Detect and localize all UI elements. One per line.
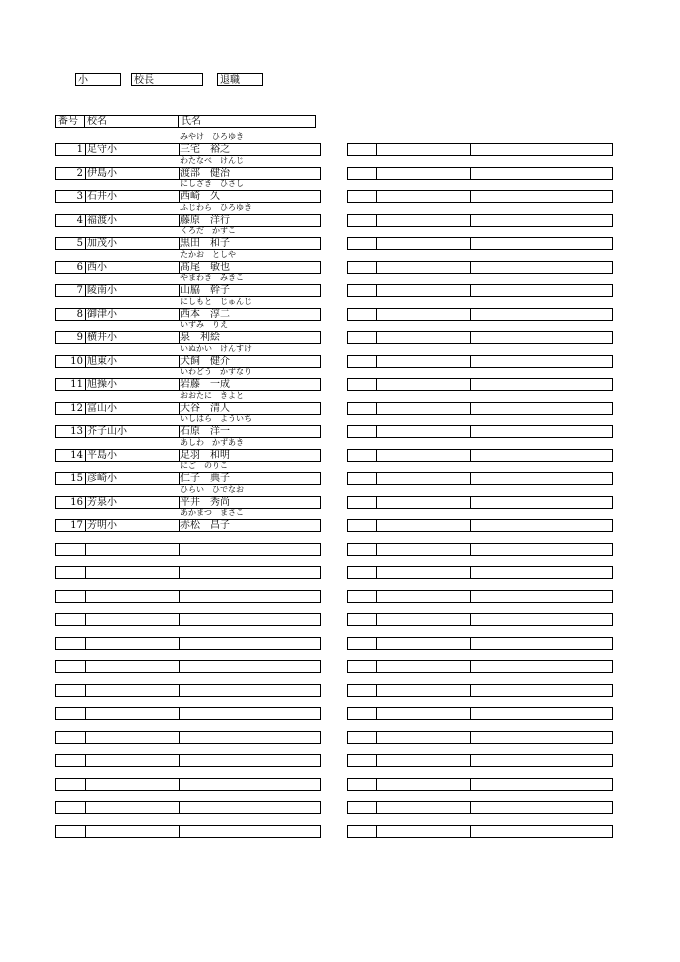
row-divider [179, 708, 180, 719]
header-box-retirement [217, 73, 263, 86]
table-row-empty [347, 684, 613, 697]
table-row-empty [347, 425, 613, 438]
row-divider [470, 591, 471, 602]
row-divider [376, 168, 377, 179]
row-school-name: 伊島小 [87, 168, 117, 179]
row-divider [376, 591, 377, 602]
row-divider [179, 779, 180, 790]
row-name-reading: やまわき みきこ [180, 273, 244, 282]
table-row [55, 684, 321, 697]
row-divider [85, 638, 86, 649]
row-divider [470, 685, 471, 696]
table-row-empty [347, 308, 613, 321]
row-person-name: 大谷 清人 [180, 403, 230, 414]
row-divider [376, 544, 377, 555]
row-divider [179, 591, 180, 602]
table-row-empty [347, 778, 613, 791]
row-name-reading: にご のりこ [180, 461, 228, 470]
row-number: 3 [76, 191, 83, 202]
row-divider [470, 661, 471, 672]
row-divider [376, 732, 377, 743]
row-number: 11 [70, 379, 83, 390]
row-person-name: 山脇 幹子 [180, 285, 230, 296]
row-divider [470, 497, 471, 508]
row-divider [470, 802, 471, 813]
row-divider [179, 732, 180, 743]
row-divider [470, 356, 471, 367]
table-row-empty [347, 143, 613, 156]
row-divider [376, 708, 377, 719]
row-divider [470, 191, 471, 202]
row-divider [85, 661, 86, 672]
row-divider [85, 802, 86, 813]
row-divider [179, 661, 180, 672]
row-number: 13 [70, 426, 83, 437]
row-name-reading: いしはら よういち [180, 414, 252, 423]
row-divider [376, 826, 377, 837]
row-name-reading: いぬかい けんすけ [180, 344, 252, 353]
row-divider [376, 426, 377, 437]
column-header-name [179, 115, 316, 128]
row-divider [376, 450, 377, 461]
row-divider [470, 285, 471, 296]
row-person-name: 赤松 昌子 [180, 520, 230, 531]
row-name-reading: ふじわら ひろゆき [180, 203, 252, 212]
row-divider [179, 614, 180, 625]
row-divider [179, 685, 180, 696]
row-school-name: 陵南小 [87, 285, 117, 296]
table-row-empty [347, 613, 613, 626]
row-divider [179, 802, 180, 813]
header-box-retirement-label: 退職 [220, 75, 240, 86]
column-header-name-label: 氏名 [181, 116, 201, 127]
row-divider [470, 168, 471, 179]
table-row-empty [347, 496, 613, 509]
table-row-empty [347, 660, 613, 673]
row-divider [470, 779, 471, 790]
row-number: 10 [70, 356, 83, 367]
row-divider [85, 755, 86, 766]
row-divider [85, 685, 86, 696]
row-divider [470, 379, 471, 390]
row-person-name: 石原 洋一 [180, 426, 230, 437]
table-row-empty [347, 543, 613, 556]
row-number: 9 [76, 332, 83, 343]
row-number: 1 [76, 144, 83, 155]
table-row [55, 143, 321, 156]
row-person-name: 岩藤 一成 [180, 379, 230, 390]
table-row [55, 825, 321, 838]
row-divider [85, 614, 86, 625]
table-row [55, 801, 321, 814]
table-row [55, 731, 321, 744]
table-row-empty [347, 590, 613, 603]
row-person-name: 足羽 和明 [180, 450, 230, 461]
row-divider [376, 262, 377, 273]
row-divider [470, 403, 471, 414]
row-divider [179, 826, 180, 837]
row-divider [376, 144, 377, 155]
table-row [55, 754, 321, 767]
table-row [55, 378, 321, 391]
row-divider [470, 426, 471, 437]
table-row [55, 637, 321, 650]
row-name-reading: いずみ りえ [180, 320, 228, 329]
row-divider [470, 567, 471, 578]
table-row [55, 190, 321, 203]
table-row-empty [347, 472, 613, 485]
row-person-name: 西崎 久 [180, 191, 220, 202]
row-divider [470, 238, 471, 249]
table-row-empty [347, 707, 613, 720]
row-number: 2 [76, 168, 83, 179]
row-divider [376, 238, 377, 249]
table-row-empty [347, 754, 613, 767]
row-divider [179, 544, 180, 555]
row-divider [470, 309, 471, 320]
row-divider [376, 520, 377, 531]
column-header-number-label: 番号 [58, 116, 78, 127]
table-row-empty [347, 284, 613, 297]
row-number: 16 [70, 497, 83, 508]
row-name-reading: わたなべ けんじ [180, 156, 244, 165]
row-number: 5 [76, 238, 83, 249]
row-number: 4 [76, 215, 83, 226]
row-school-name: 御津小 [87, 309, 117, 320]
row-person-name: 平井 秀尚 [180, 497, 230, 508]
row-divider [470, 755, 471, 766]
row-school-name: 富山小 [87, 403, 117, 414]
row-person-name: 髙尾 敏也 [180, 262, 230, 273]
row-divider [85, 544, 86, 555]
row-divider [376, 215, 377, 226]
row-school-name: 西小 [87, 262, 107, 273]
row-divider [376, 567, 377, 578]
row-divider [376, 473, 377, 484]
row-name-reading: ひらい ひでなお [180, 485, 244, 494]
row-divider [470, 215, 471, 226]
row-person-name: 泉 利絵 [180, 332, 220, 343]
row-divider [470, 732, 471, 743]
row-divider [470, 708, 471, 719]
row-divider [179, 567, 180, 578]
row-divider [85, 567, 86, 578]
table-row [55, 284, 321, 297]
row-person-name: 犬飼 健介 [180, 356, 230, 367]
table-row-empty [347, 214, 613, 227]
row-name-reading: たかお としや [180, 250, 236, 259]
row-person-name: 西本 淳二 [180, 309, 230, 320]
row-name-reading: おおたに きよと [180, 391, 244, 400]
table-row [55, 519, 321, 532]
row-divider [376, 191, 377, 202]
row-person-name: 三宅 裕之 [180, 144, 230, 155]
table-row-empty [347, 566, 613, 579]
row-person-name: 藤原 洋行 [180, 215, 230, 226]
row-divider [470, 544, 471, 555]
row-divider [470, 332, 471, 343]
header-box-principal-label: 校長 [134, 75, 154, 86]
row-school-name: 旭東小 [87, 356, 117, 367]
row-divider [470, 638, 471, 649]
row-divider [85, 826, 86, 837]
row-divider [470, 450, 471, 461]
row-divider [376, 332, 377, 343]
row-divider [376, 356, 377, 367]
table-row-empty [347, 378, 613, 391]
row-divider [470, 262, 471, 273]
table-row-empty [347, 402, 613, 415]
row-divider [85, 708, 86, 719]
row-school-name: 芳明小 [87, 520, 117, 531]
row-school-name: 足守小 [87, 144, 117, 155]
row-divider [85, 779, 86, 790]
row-person-name: 仁子 典子 [180, 473, 230, 484]
row-number: 17 [70, 520, 83, 531]
row-divider [470, 614, 471, 625]
row-school-name: 加茂小 [87, 238, 117, 249]
row-name-reading: みやけ ひろゆき [180, 132, 244, 141]
row-person-name: 黒田 和子 [180, 238, 230, 249]
table-row-empty [347, 825, 613, 838]
row-number: 12 [70, 403, 83, 414]
row-divider [376, 497, 377, 508]
row-school-name: 平島小 [87, 450, 117, 461]
row-divider [376, 614, 377, 625]
table-row [55, 425, 321, 438]
table-row [55, 613, 321, 626]
table-row [55, 237, 321, 250]
table-row-empty [347, 237, 613, 250]
row-divider [85, 732, 86, 743]
row-divider [376, 379, 377, 390]
table-row-empty [347, 637, 613, 650]
header-box-principal [131, 73, 203, 86]
header-box-elementary-label: 小 [78, 75, 88, 86]
row-number: 14 [70, 450, 83, 461]
row-school-name: 横井小 [87, 332, 117, 343]
row-divider [179, 755, 180, 766]
column-header-school [85, 115, 179, 128]
table-row-empty [347, 449, 613, 462]
row-school-name: 彦崎小 [87, 473, 117, 484]
row-divider [470, 473, 471, 484]
row-divider [376, 661, 377, 672]
row-number: 6 [76, 262, 83, 273]
table-row [55, 472, 321, 485]
row-divider [376, 638, 377, 649]
table-row-empty [347, 331, 613, 344]
row-divider [470, 520, 471, 531]
column-header-school-label: 校名 [87, 116, 107, 127]
table-row [55, 331, 321, 344]
row-name-reading: にしざき ひさし [180, 179, 244, 188]
table-row-empty [347, 519, 613, 532]
row-divider [376, 403, 377, 414]
row-school-name: 芥子山小 [87, 426, 127, 437]
table-row-empty [347, 261, 613, 274]
table-row-empty [347, 801, 613, 814]
table-row [55, 707, 321, 720]
row-divider [376, 802, 377, 813]
row-school-name: 福渡小 [87, 215, 117, 226]
row-name-reading: にしもと じゅんじ [180, 297, 252, 306]
row-divider [470, 826, 471, 837]
table-row-empty [347, 190, 613, 203]
row-divider [85, 591, 86, 602]
table-row [55, 660, 321, 673]
row-divider [470, 144, 471, 155]
table-row [55, 590, 321, 603]
table-row-empty [347, 167, 613, 180]
row-divider [376, 285, 377, 296]
table-row [55, 778, 321, 791]
row-school-name: 石井小 [87, 191, 117, 202]
row-name-reading: いわどう かずなり [180, 367, 252, 376]
row-name-reading: くろだ かずこ [180, 226, 236, 235]
row-divider [376, 685, 377, 696]
row-school-name: 芳泉小 [87, 497, 117, 508]
row-number: 15 [70, 473, 83, 484]
table-row [55, 543, 321, 556]
row-divider [376, 755, 377, 766]
row-person-name: 渡部 健治 [180, 168, 230, 179]
table-row-empty [347, 355, 613, 368]
row-divider [376, 779, 377, 790]
row-school-name: 旭操小 [87, 379, 117, 390]
row-name-reading: あしわ かずあき [180, 438, 244, 447]
header-box-elementary [75, 73, 121, 86]
row-divider [376, 309, 377, 320]
table-row-empty [347, 731, 613, 744]
row-number: 7 [76, 285, 83, 296]
row-name-reading: あかまつ まさこ [180, 508, 244, 517]
table-row [55, 566, 321, 579]
column-header-number [55, 115, 85, 128]
row-number: 8 [76, 309, 83, 320]
row-divider [179, 638, 180, 649]
